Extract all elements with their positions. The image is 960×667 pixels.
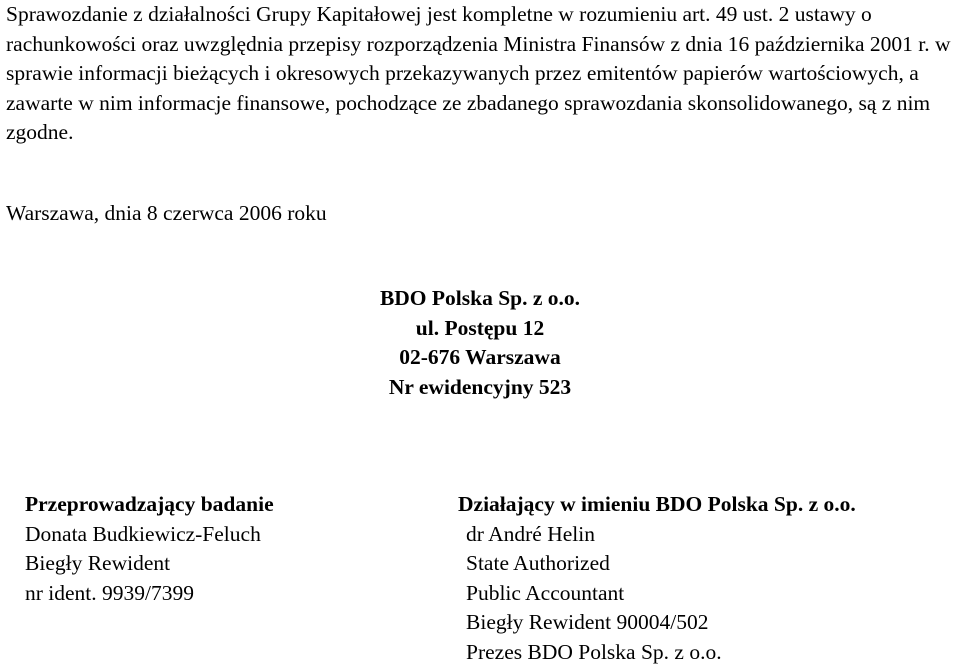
signature-right: [458, 490, 856, 667]
signature-left-line: Donata Budkiewicz-Feluch: [25, 520, 274, 550]
place-and-date: Warszawa, dnia 8 czerwca 2006 roku: [6, 199, 327, 228]
auditor-registry: Nr ewidencyjny 523: [0, 373, 960, 403]
auditor-street: ul. Postępu 12: [0, 314, 960, 344]
signature-right-line: Public Accountant: [458, 579, 856, 609]
signature-right-line: State Authorized: [458, 549, 856, 579]
signature-left-line: Biegły Rewident: [25, 549, 274, 579]
signature-left-heading: Przeprowadzający badanie: [25, 490, 274, 520]
signature-right-line: Prezes BDO Polska Sp. z o.o.: [458, 638, 856, 667]
signature-left: [25, 490, 274, 608]
auditor-city: 02-676 Warszawa: [0, 343, 960, 373]
auditor-name: BDO Polska Sp. z o.o.: [0, 284, 960, 314]
signature-right-line: dr André Helin: [458, 520, 856, 550]
auditor-info: [0, 284, 960, 402]
signature-left-line: nr ident. 9939/7399: [25, 579, 274, 609]
statement-paragraph: Sprawozdanie z działalności Grupy Kapitałowej jest kompletne w rozumieniu art. 49 ust. 2 ustawy o rachunkowości oraz uwzględnia przepisy rozporządzenia Ministra Finansów z dnia 16 października 2001 r. w sprawie informacji bieżących i okresowych przekazywanych przez emitentów papierów wartościowych, a zawarte w nim informacje finansowe, pochodzące ze zbadanego sprawozdania skonsolidowanego, są z nim zgodne.: [6, 0, 956, 148]
signature-right-line: Biegły Rewident 90004/502: [458, 608, 856, 638]
signature-right-heading: Działający w imieniu BDO Polska Sp. z o.o.: [458, 490, 856, 520]
